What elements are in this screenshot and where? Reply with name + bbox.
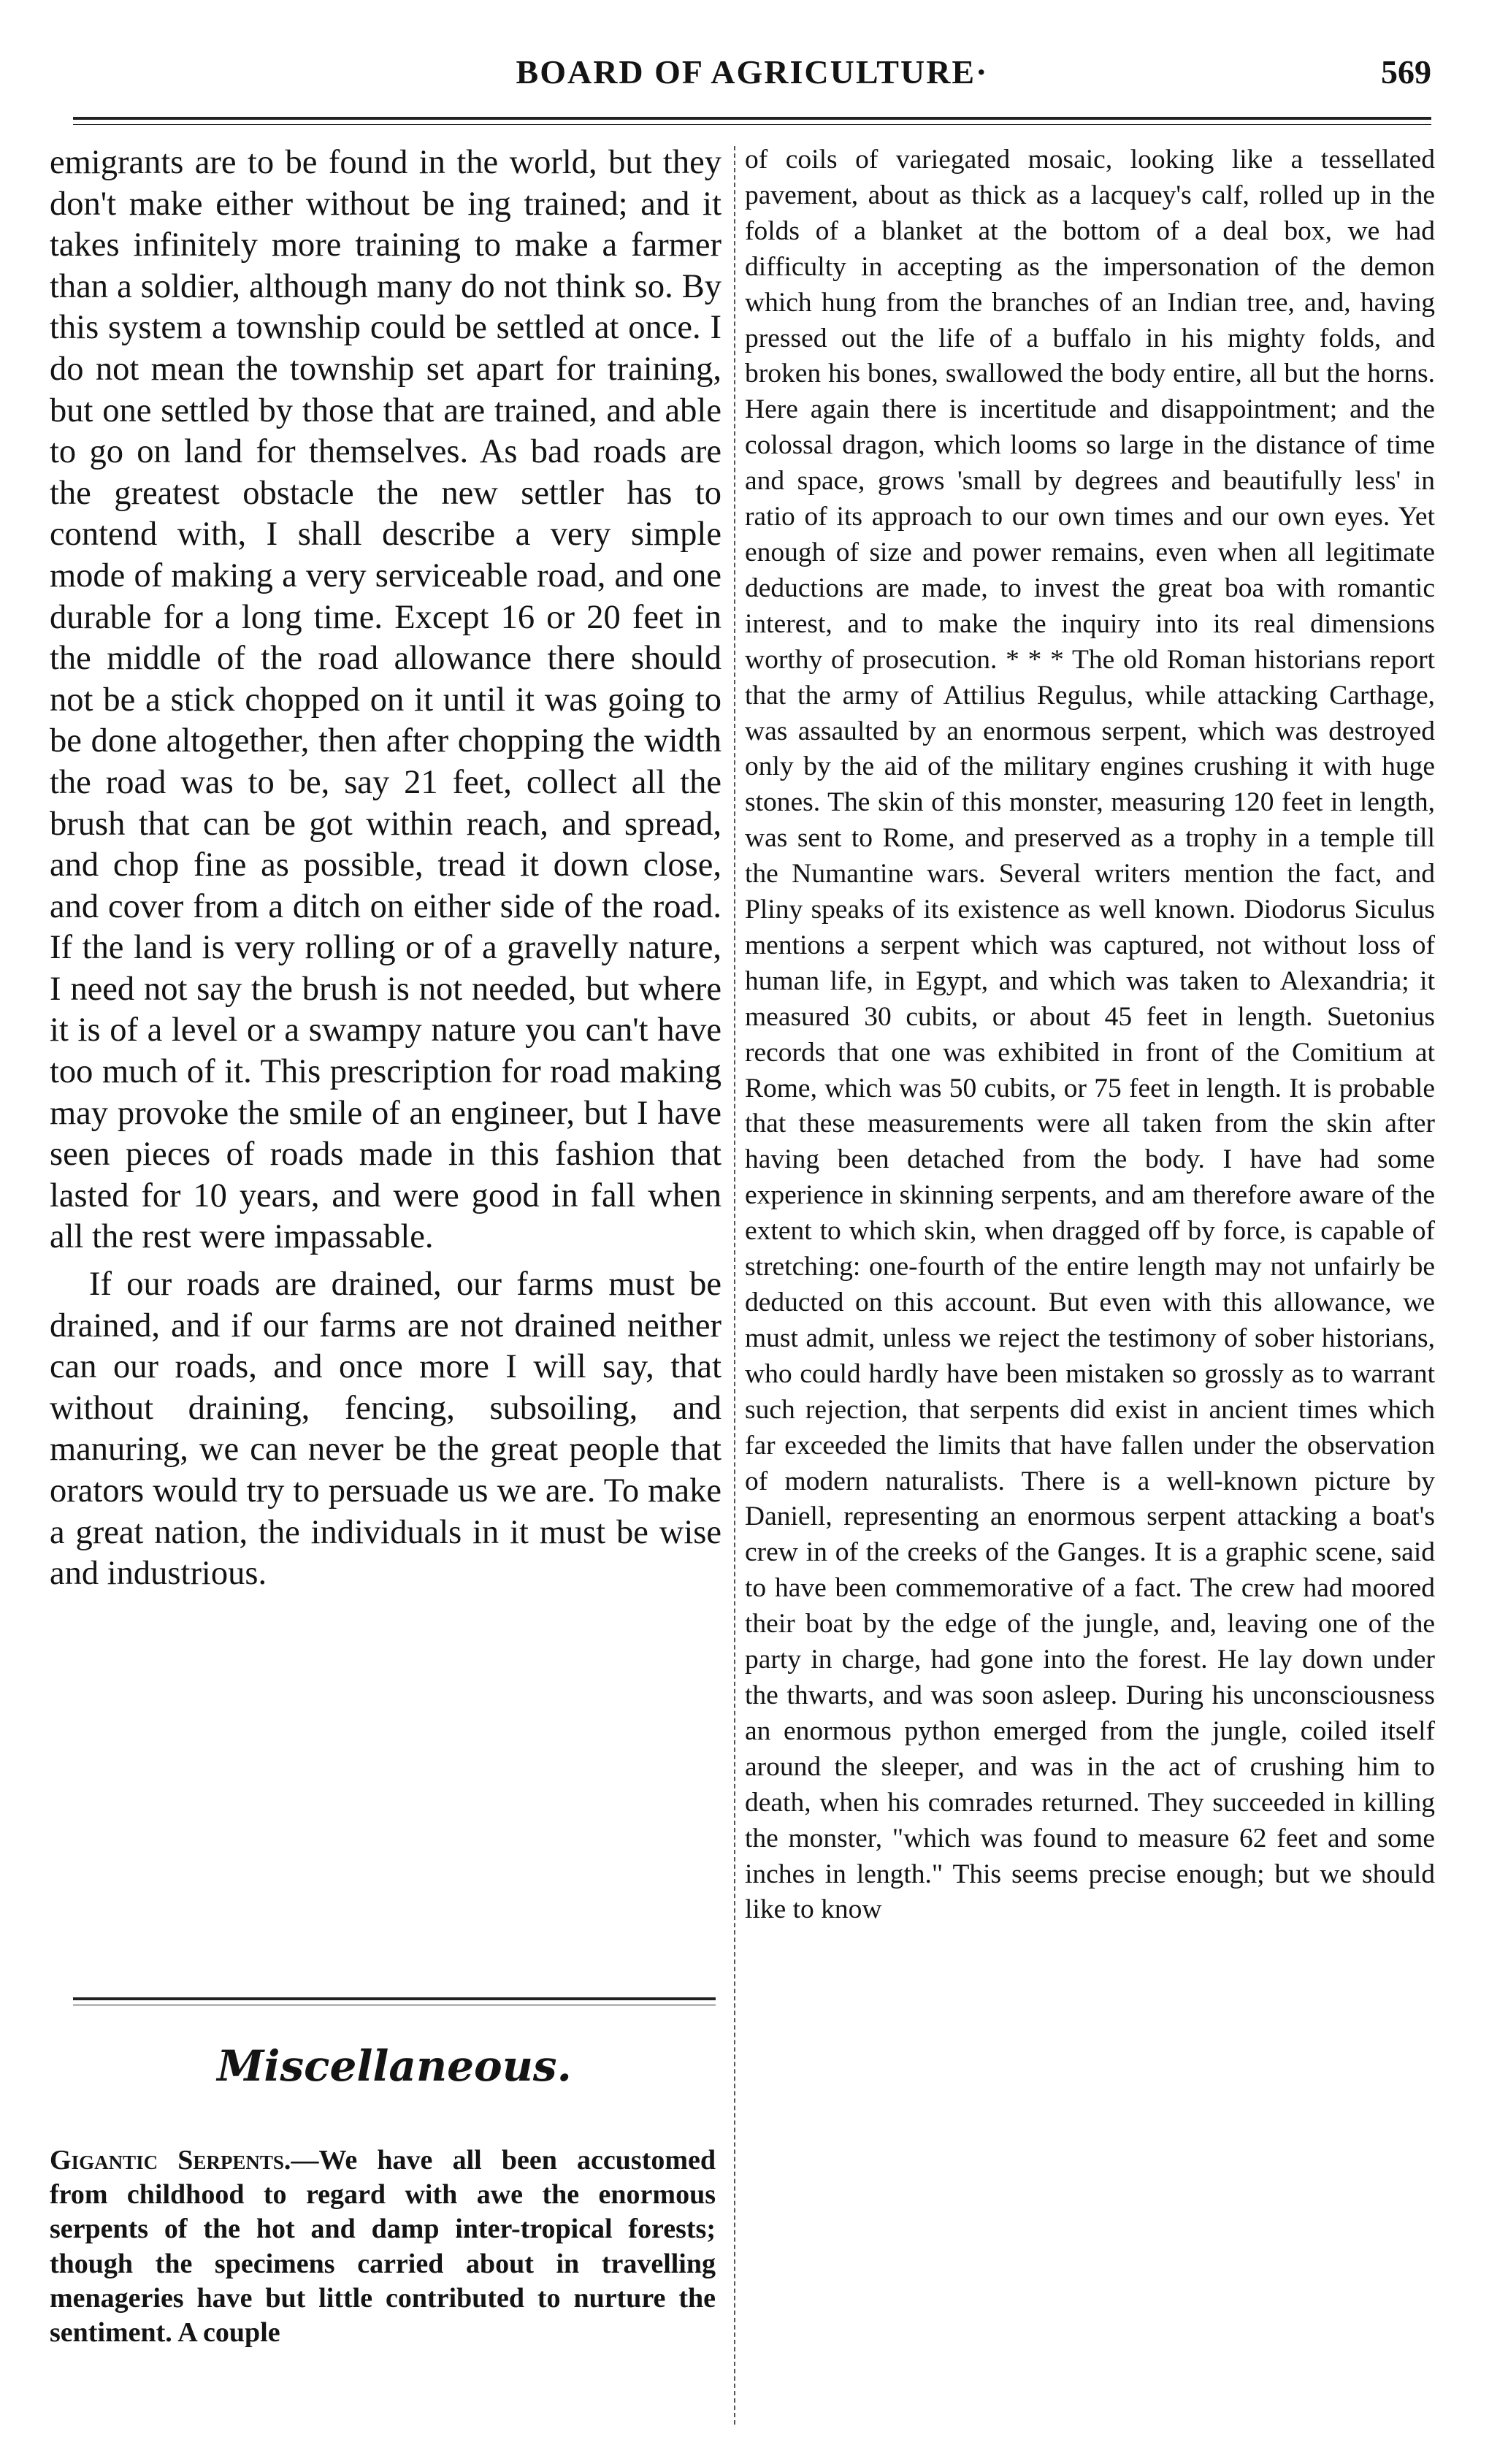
article-opening-text: —We have all been accustomed from childhood to regard with awe the enormous serpents of the hot and damp inter-tropical forests; though the specimens carried about in travelling menageries have but little contributed to nurture the sentiment. A couple [50,2145,716,2349]
section-heading: Miscellaneous. [217,2041,572,2091]
article-opening [50,2143,716,2350]
section-rule [73,1997,716,2005]
page-number: 569 [1381,53,1431,91]
left-paragraph-1: emigrants are to be found in the world, but they don't make either without be ing trained; and it takes infinitely more training to make a farmer than a soldier, although many do not think so. By this system a township could be settled at once. I do not mean the township set apart for training, but one settled by those that are trained, and able to go on land for themselves. As bad roads are the greatest obstacle the new settler has to contend with, I shall describe a very simple mode of making a very serviceable road, and one durable for a long time. Except 16 or 20 feet in the middle of the road allowance there should not be a stick chopped on it until it was going to be done altogether, then after chopping the width the road was to be, say 21 feet, collect all the brush that can be got within reach, and spread, and chop fine as possible, tread it down close, and cover from a ditch on either side of the road. If the land is very rolling or of a gravelly nature, I need not say the brush is not needed, but where it is of a level or a swampy nature you can't have too much of it. This prescription for road making may provoke the smile of an engineer, but I have seen pieces of roads made in this fashion that lasted for 10 years, and were good in fall when all the rest were impassable. [50,144,721,1256]
running-title: BOARD OF AGRICULTURE· [516,53,989,91]
left-column [50,142,721,1595]
header-rule [73,117,1431,125]
article-lead: Gigantic Serpents. [50,2145,291,2176]
left-paragraph-2: If our roads are drained, our farms must be drained, and if our farms are not drained neither can our roads, and once more I will say, that without draining, fencing, subsoiling, and manuring, we can never be the great people that orators would try to persuade us we are. To make a great nation, the individuals in it must be wise and industrious. [50,1266,721,1593]
right-paragraph: of coils of variegated mosaic, looking like a tessellated pavement, about as thick as a lacquey's calf, rolled up in the folds of a blanket at the bottom of a deal box, we had difficulty in accepting as the impersonation of the demon which hung from the branches of an Indian tree, and, having pressed out the life of a buffalo in his mighty folds, and broken his bones, swallowed the body entire, all but the horns. Here again there is incertitude and disappointment; and the colossal dragon, which looms so large in the distance of time and space, grows 'small by degrees and beautifully less' in ratio of its approach to our own times and our own eyes. Yet enough of size and power remains, even when all legitimate deductions are made, to invest the great boa with romantic interest, and to make the inquiry into its real dimensions worthy of prosecution. * * * The old Roman historians report that the army of Attilius Regulus, while attacking Carthage, was assaulted by an enormous serpent, which was destroyed only by the aid of the military engines crushing it with huge stones. The skin of this monster, measuring 120 feet in length, was sent to Rome, and preserved as a trophy in a temple till the Numantine wars. Several writers mention the fact, and Pliny speaks of its existence as well known. Diodorus Siculus mentions a serpent which was captured, not without loss of human life, in Egypt, and which was taken to Alexandria; it measured 30 cubits, or about 45 feet in length. Suetonius records that one was exhibited in front of the Comitium at Rome, which was 50 cubits, or 75 feet in length. It is probable that these measurements were all taken from the skin after having been detached from the body. I have had some experience in skinning serpents, and am therefore aware of the extent to which skin, when dragged off by force, is capable of stretching: one-fourth of the entire length may not unfairly be deducted on this account. But even with this allowance, we must admit, unless we reject the testimony of sober historians, who could hardly have been mistaken so grossly as to warrant such rejection, that serpents did exist in ancient times which far exceeded the limits that have fallen under the observation of modern naturalists. There is a well-known picture by Daniell, representing an enormous serpent attacking a boat's crew in of the creeks of the Ganges. It is a graphic scene, said to have been commemorative of a fact. The crew had moored their boat by the edge of the jungle, and, leaving one of the party in charge, had gone into the forest. He lay down under the thwarts, and was soon asleep. During his unconsciousness an enormous python emerged from the jungle, coiled itself around the sleeper, and was in the act of crushing him to death, when his comrades returned. They succeeded in killing the monster, "which was found to measure 62 feet and some inches in length." This seems precise enough; but we should like to know [745,145,1435,1925]
column-divider [734,146,735,2425]
page-header [73,45,1431,96]
right-column [745,142,1435,1928]
